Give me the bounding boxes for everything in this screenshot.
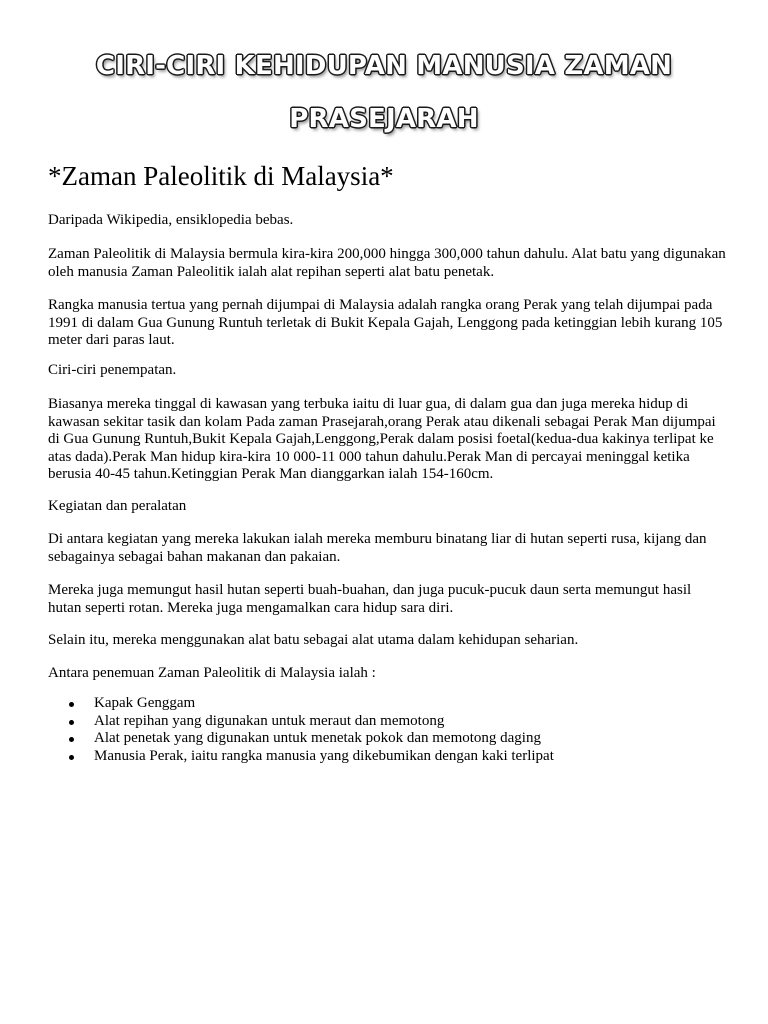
list-item-text: Alat repihan yang digunakan untuk meraut dan memotong — [94, 712, 445, 729]
list-item — [48, 748, 728, 766]
list-item-text: Alat penetak yang digunakan untuk menetak pokok dan memotong daging — [94, 730, 541, 746]
list-item-text: Kapak Genggam — [94, 695, 196, 711]
document-title-line-1: CIRI-CIRI KEHIDUPAN MANUSIA ZAMAN — [95, 51, 673, 81]
section-heading: *Zaman Paleolitik di Malaysia* — [48, 161, 394, 191]
paragraph-gathering: Mereka juga memungut hasil hutan seperti buah-buahan, dan juga pucuk-pucuk daun serta memungut hasil hutan seperti rotan. Mereka juga mengamalkan cara hidup sara diri. — [48, 582, 692, 616]
bullet-icon — [69, 755, 74, 760]
list-item — [48, 730, 728, 748]
subheading-activities: Kegiatan dan peralatan — [48, 498, 187, 514]
list-item — [48, 713, 728, 731]
list-item-text: Manusia Perak, iaitu rangka manusia yang dikebumikan dengan kaki terlipat — [94, 747, 554, 764]
source-note: Daripada Wikipedia, ensiklopedia bebas. — [48, 212, 294, 228]
paragraph-stone-tools: Selain itu, mereka menggunakan alat batu sebagai alat utama dalam kehidupan seharian. — [48, 632, 579, 648]
bullet-icon — [69, 720, 74, 725]
bullet-icon — [69, 737, 74, 742]
subheading-settlement: Ciri-ciri penempatan. — [48, 362, 177, 378]
paragraph-findings-intro: Antara penemuan Zaman Paleolitik di Malaysia ialah : — [48, 665, 376, 681]
paragraph-skeleton: Rangka manusia tertua yang pernah dijumpai di Malaysia adalah rangka orang Perak yang telah dijumpai pada 1991 di dalam Gua Gunung Runtuh terletak di Bukit Kepala Gajah, Lenggong pada ketinggian lebih kurang 105 meter dari paras laut. — [48, 297, 723, 348]
bullet-icon — [69, 702, 74, 707]
findings-list — [48, 695, 728, 765]
document-title-line-2: PRASEJARAH — [289, 104, 479, 134]
list-item — [48, 695, 728, 713]
paragraph-hunting: Di antara kegiatan yang mereka lakukan ialah mereka memburu binatang liar di hutan seperti rusa, kijang dan sebagainya sebagai bahan makanan dan pakaian. — [48, 531, 707, 565]
paragraph-settlement: Biasanya mereka tinggal di kawasan yang terbuka iaitu di luar gua, di dalam gua dan juga mereka hidup di kawasan sekitar tasik dan kolam Pada zaman Prasejarah,orang Perak atau dikenali sebagai Perak Man dijumpai di Gua Gunung Runtuh,Bukit Kepala Gajah,Lenggong,Perak dalam posisi foetal(kedua-dua kakinya terlipat ke atas dada).Perak Man hidup kira-kira 10 000-11 000 tahun dahulu.Perak Man di percayai meninggal ketika berusia 40-45 tahun.Ketinggian Perak Man dianggarkan ialah 154-160cm. — [48, 396, 716, 482]
paragraph-intro: Zaman Paleolitik di Malaysia bermula kira-kira 200,000 hingga 300,000 tahun dahulu. Alat batu yang digunakan oleh manusia Zaman Paleolitik ialah alat repihan seperti alat batu penetak. — [48, 246, 726, 280]
